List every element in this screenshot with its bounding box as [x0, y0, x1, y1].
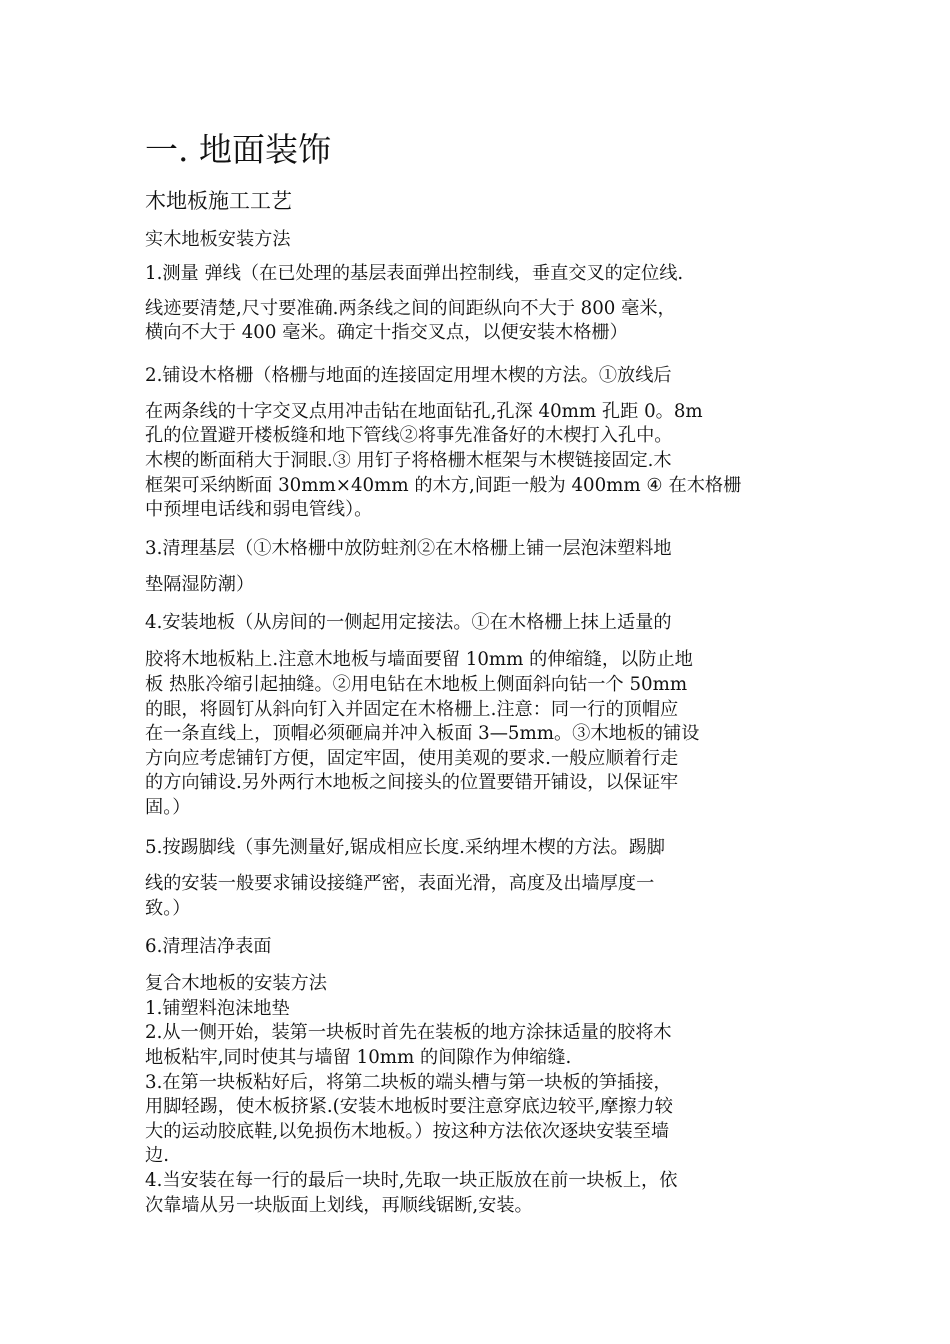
- step5-line3: 致。）: [145, 898, 191, 919]
- section-heading-solid-wood: 实木地板安装方法: [145, 229, 291, 250]
- step4-line5: 在一条直线上，顶帽必须砸扁并冲入板面 3—5mm。③木地板的铺设: [145, 723, 700, 744]
- step4-line8: 固。）: [145, 797, 191, 818]
- composite-step4-line1: 4.当安装在每一行的最后一块时,先取一块正版放在前一块板上，依: [145, 1170, 678, 1191]
- composite-step2-line1: 2.从一侧开始，装第一块板时首先在装板的地方涂抹适量的胶将木: [145, 1022, 672, 1043]
- step4-line7: 的方向铺设.另外两行木地板之间接头的位置要错开铺设，以保证牢: [145, 772, 679, 793]
- composite-step3-line2: 用脚轻踢，使木板挤紧.(安装木地板时要注意穿底边较平,摩擦力较: [145, 1096, 673, 1117]
- step2-line4: 木楔的断面稍大于洞眼.③ 用钉子将格栅木框架与木楔链接固定.木: [145, 450, 672, 471]
- step5-line1: 5.按踢脚线（事先测量好,锯成相应长度.采纳埋木楔的方法。踢脚: [145, 837, 665, 858]
- step5-line2: 线的安装一般要求铺设接缝严密，表面光滑，高度及出墙厚度一: [145, 873, 655, 894]
- composite-step4-line2: 次靠墙从另一块版面上划线，再顺线锯断,安装。: [145, 1195, 533, 1216]
- step4-line1: 4.安装地板（从房间的一侧起用定接法。①在木格栅上抹上适量的: [145, 612, 672, 633]
- step4-line4: 的眼，将圆钉从斜向钉入并固定在木格栅上.注意：同一行的顶帽应: [145, 699, 679, 720]
- step1-line3: 横向不大于 400 毫米。确定十指交叉点，以便安装木格栅）: [145, 322, 628, 343]
- step4-line3: 板 热胀冷缩引起抽缝。②用电钻在木地板上侧面斜向钻一个 50mm: [145, 674, 688, 695]
- step2-line1: 2.铺设木格栅（格栅与地面的连接固定用埋木楔的方法。①放线后: [145, 365, 672, 386]
- step4-line6: 方向应考虑铺钉方便，固定牢固，使用美观的要求.一般应顺着行走: [145, 748, 679, 769]
- step3-line1: 3.清理基层（①木格栅中放防蛀剂②在木格栅上铺一层泡沫塑料地: [145, 538, 672, 559]
- step4-line2: 胶将木地板粘上.注意木地板与墙面要留 10mm 的伸缩缝，以防止地: [145, 649, 693, 670]
- step3-line2: 垫隔湿防潮）: [145, 574, 255, 595]
- step1-line1: 1.测量 弹线（在已处理的基层表面弹出控制线，垂直交叉的定位线.: [145, 263, 684, 284]
- step6: 6.清理洁净表面: [145, 936, 272, 957]
- composite-step3-line4: 边.: [145, 1145, 169, 1166]
- composite-step3-line1: 3.在第一块板粘好后，将第二块板的端头槽与第一块板的笋插接，: [145, 1072, 672, 1093]
- composite-step2-line2: 地板粘牢,同时使其与墙留 10mm 的间隙作为伸缩缝.: [145, 1047, 572, 1068]
- composite-step3-line3: 大的运动胶底鞋,以免损伤木地板。）按这种方法依次逐块安装至墙: [145, 1121, 670, 1142]
- subtitle: 木地板施工工艺: [145, 189, 292, 213]
- step2-line2: 在两条线的十字交叉点用冲击钻在地面钻孔,孔深 40mm 孔距 0。8m: [145, 401, 703, 422]
- section-heading-composite: 复合木地板的安装方法: [145, 973, 327, 994]
- step2-line3: 孔的位置避开楼板缝和地下管线②将事先准备好的木楔打入孔中。: [145, 425, 673, 446]
- page-title: 一. 地面装饰: [145, 130, 331, 169]
- step2-line5: 框架可采纳断面 30mm×40mm 的木方,间距一般为 400mm ④ 在木格栅: [145, 475, 742, 496]
- composite-step1: 1.铺塑料泡沫地垫: [145, 998, 290, 1019]
- step1-line2: 线迹要清楚,尺寸要准确.两条线之间的间距纵向不大于 800 毫米，: [145, 298, 676, 319]
- step2-line6: 中预埋电话线和弱电管线）。: [145, 499, 373, 520]
